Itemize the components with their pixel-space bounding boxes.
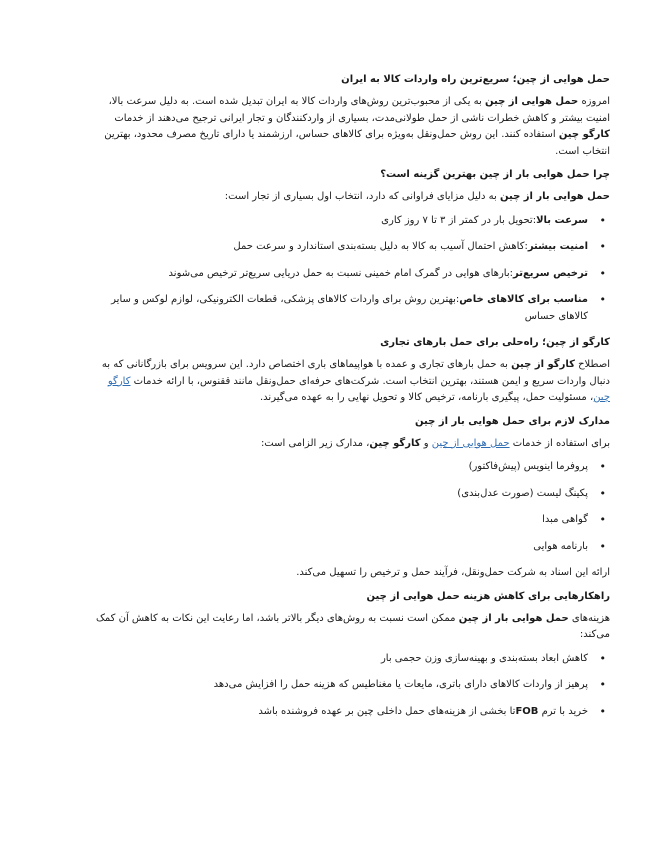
text-run: امروزه (578, 96, 610, 107)
bold-keyword: حمل هوایی از چین (485, 96, 579, 107)
cargo-paragraph (90, 357, 610, 407)
list-item: • پرهیز از واردات کالاهای دارای باتری، مایعات یا مغناطیس که هزینه حمل را افزایش می‌دهد (90, 677, 588, 694)
text-run: و (420, 437, 432, 449)
article-body (90, 72, 610, 730)
bold-keyword: کارگو چین (558, 129, 610, 140)
bold-keyword: حمل هوایی بار از چین (499, 191, 610, 202)
air-freight-link[interactable]: حمل هوایی از چین (431, 437, 510, 449)
cost-lead (90, 611, 610, 644)
section-title-why: چرا حمل هوایی بار از چین بهترین گزینه است؟ (380, 169, 610, 180)
list-item (90, 213, 588, 230)
text-run: ، مدارک زیر الزامی است: (260, 437, 370, 449)
text-run: به یکی از محبوب‌ترین روش‌های واردات کالا به ایران تبدیل شده است. به دلیل سرعت بالا، امنیت بیشتر و کاهش خطرات ناشی از حمل طولانی‌مدت، بسیاری از واردکنندگان و تجار ایرانی ترجیح می‌دهند از خدمات (108, 96, 610, 124)
list-item: • گواهی مبدا (90, 512, 588, 529)
bold-keyword: سرعت بالا (536, 214, 588, 226)
text-run: ، مسئولیت حمل، پیگیری بارنامه، ترخیص کالا و تحویل نهایی را به عهده می‌گیرند. (259, 392, 594, 403)
text-run: هزینه‌های (568, 612, 610, 624)
list-item (90, 266, 588, 283)
text-run: تا بخشی از هزینه‌های حمل داخلی چین بر عهده فروشنده باشد (258, 705, 516, 717)
text-run: :بهترین روش برای واردات کالاهای پزشکی، قطعات الکترونیکی، لوازم لوکس و سایر کالاهای حساس (111, 294, 588, 322)
text-run: ممکن است نسبت به روش‌های دیگر بالاتر باشد، اما رعایت این نکات به کاهش آن کمک می‌کند: (95, 612, 610, 640)
why-list (90, 213, 610, 326)
bold-keyword: ترخیص سریع‌تر (512, 267, 588, 279)
docs-closing: ارائه این اسناد به شرکت حمل‌ونقل، فرآیند حمل و ترخیص را تسهیل می‌کند. (296, 567, 610, 578)
text-run: برای استفاده از خدمات (509, 437, 610, 449)
list-item: • کاهش ابعاد بسته‌بندی و بهینه‌سازی وزن حجمی بار (90, 651, 588, 668)
intro-paragraph (90, 94, 610, 160)
text-run: :بارهای هوایی در گمرک امام خمینی نسبت به حمل دریایی سریع‌تر ترخیص می‌شوند (168, 267, 513, 279)
why-lead (90, 189, 610, 206)
bold-keyword: مناسب برای کالاهای خاص (459, 294, 588, 305)
list-item: • پروفرما اینویس (پیش‌فاکتور) (90, 459, 588, 476)
text-run: به حمل بارهای تجاری و عمده با هواپیماهای باری اختصاص دارد. این سرویس برای بازرگانانی که به دنبال واردات سریع و ایمن هستند، بهترین انتخاب است. شرکت‌های حرفه‌ای حمل‌ونقل مانند ققنوس، با ارائه خدمات (101, 359, 610, 387)
text-run: :تحویل بار در کمتر از ۳ تا ۷ روز کاری (381, 214, 537, 226)
bold-keyword: کارگو از چین (511, 359, 575, 370)
list-item: • پکینگ لیست (صورت عدل‌بندی) (90, 486, 588, 503)
bold-keyword: کارگو چین (369, 437, 421, 449)
bold-keyword: امنیت بیشتر (527, 241, 588, 252)
list-item (90, 292, 588, 325)
text-run: خرید با ترم (538, 705, 588, 717)
list-item (90, 239, 588, 256)
section-title-intro: حمل هوایی از چین؛ سریع‌ترین راه واردات کالا به ایران (341, 74, 610, 85)
section-title-docs: مدارک لازم برای حمل هوایی بار از چین (415, 415, 610, 427)
section-title-cost: راهکارهایی برای کاهش هزینه حمل هوایی از چین (366, 590, 610, 602)
cost-list (90, 651, 610, 721)
section-title-cargo: کارگو از چین؛ راه‌حلی برای حمل بارهای تجاری (380, 337, 610, 348)
text-run: استفاده کنند. این روش حمل‌ونقل به‌ویژه برای کالاهای حساس، ارزشمند یا دارای تاریخ مصرف محدود، بهترین انتخاب است. (104, 129, 610, 157)
docs-list (90, 459, 610, 555)
text-run: :کاهش احتمال آسیب به کالا به دلیل بسته‌بندی استاندارد و سرعت حمل (233, 241, 528, 252)
text-run: اصطلاح (574, 359, 610, 370)
bold-keyword: FOB (515, 705, 539, 717)
bold-keyword: حمل هوایی بار از چین (458, 612, 569, 624)
list-item: • بارنامه هوایی (90, 539, 588, 556)
docs-lead (90, 436, 610, 453)
list-item (90, 704, 588, 721)
cargo-china-link[interactable]: کارگو چین (107, 375, 610, 403)
text-run: به دلیل مزایای فراوانی که دارد، انتخاب اول بسیاری از تجار است: (224, 191, 500, 202)
